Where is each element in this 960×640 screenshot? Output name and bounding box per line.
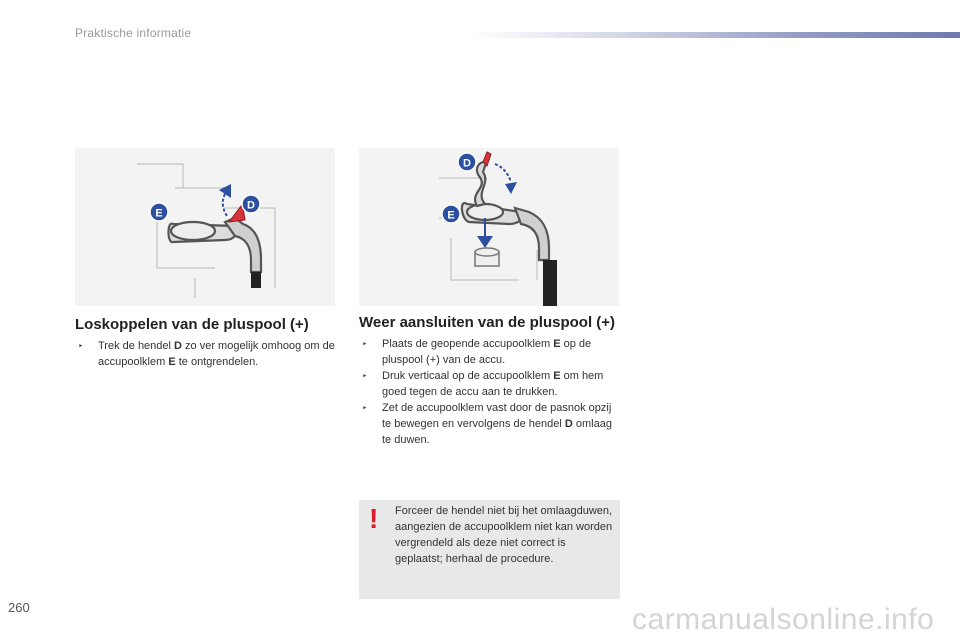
section-title: Praktische informatie	[75, 26, 192, 40]
disconnect-illustration	[75, 148, 335, 306]
reconnect-illustration	[359, 148, 619, 306]
warning-box	[359, 500, 620, 599]
step-item: ‣ Druk verticaal op de accupoolklem E om hem goed tegen de accu aan te drukken.	[362, 370, 604, 398]
bullet-icon: ‣	[362, 339, 368, 349]
callout-d-label: D	[463, 157, 471, 170]
header-accent-bar	[470, 32, 960, 38]
reconnect-steps	[359, 336, 621, 448]
bullet-icon: ‣	[362, 403, 368, 413]
warning-text: Forceer de hendel niet bij het omlaagduwen, aangezien de accupoolklem niet kan worden vergrendeld als deze niet correct is geplaatst; herhaal de procedure.	[395, 505, 613, 565]
reconnect-heading: Weer aansluiten van de pluspool (+)	[359, 314, 616, 331]
callout-d-label: D	[247, 199, 255, 212]
callout-d	[242, 195, 260, 213]
step-item: ‣ Trek de hendel D zo ver mogelijk omhoog om de accupoolklem E te ontgrendelen.	[78, 340, 335, 368]
callout-e	[150, 203, 168, 221]
callout-d	[458, 153, 476, 171]
bullet-icon: ‣	[78, 341, 84, 351]
battery-cable	[543, 260, 557, 306]
watermark: carmanualsonline.info	[632, 603, 935, 636]
page-number: 260	[8, 600, 30, 615]
callout-e	[442, 205, 460, 223]
battery-cable	[251, 272, 261, 288]
disconnect-heading: Loskoppelen van de pluspool (+)	[75, 316, 309, 333]
disconnect-steps	[75, 338, 337, 370]
exclamation-icon: !	[369, 503, 379, 534]
step-item: ‣ Zet de accupoolklem vast door de pasnok opzij te bewegen en vervolgens de hendel D omlaag te duwen.	[362, 402, 612, 446]
callout-e-label: E	[155, 207, 163, 220]
lever-shape	[483, 152, 491, 166]
bullet-icon: ‣	[362, 371, 368, 381]
callout-e-label: E	[447, 209, 455, 222]
step-item: ‣ Plaats de geopende accupoolklem E op de pluspool (+) van de accu.	[362, 338, 592, 366]
